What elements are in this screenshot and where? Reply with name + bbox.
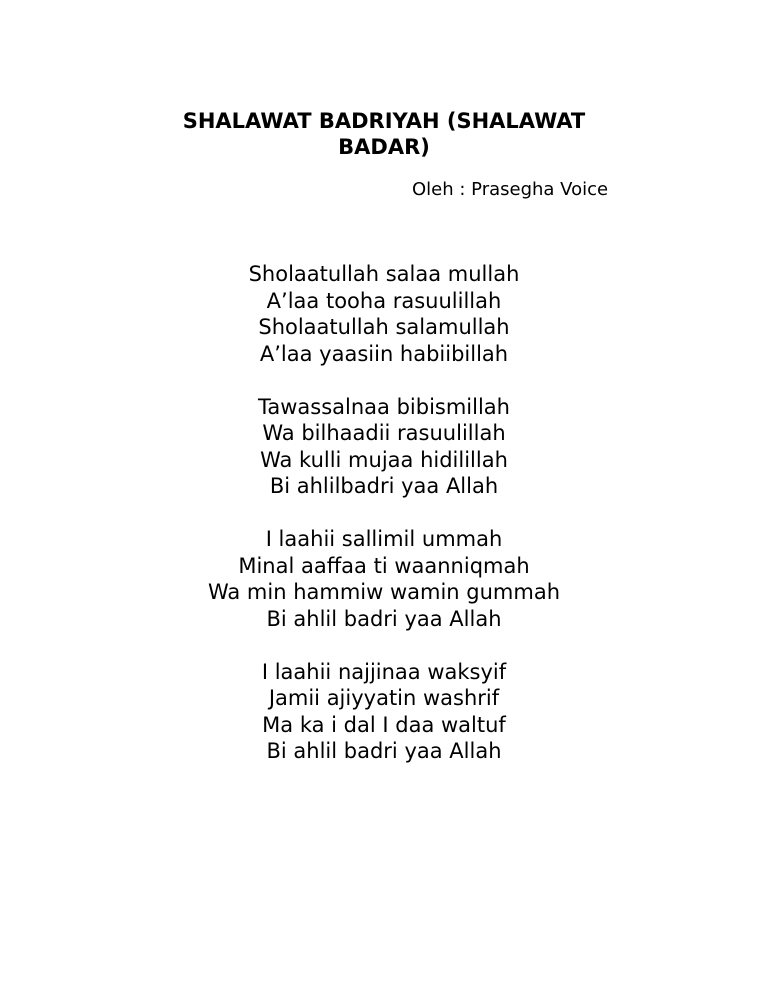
lyric-line: Ma ka i dal I daa waltuf (262, 712, 506, 737)
lyric-line: Wa min hammiw wamin gummah (207, 580, 561, 604)
lyric-line: Sholaatullah salamullah (258, 315, 510, 339)
stanza (0, 526, 768, 632)
author-line: Oleh : Prasegha Voice (412, 179, 609, 200)
lyrics-body (0, 261, 768, 791)
stanza (0, 394, 768, 500)
stanza (0, 261, 768, 367)
lyric-line: Tawassalnaa bibismillah (258, 394, 510, 419)
lyric-line: A’laa yaasiin habiibillah (259, 341, 509, 366)
lyric-line: I laahii najjinaa waksyif (261, 659, 507, 684)
lyric-line: Wa bilhaadii rasuulillah (262, 421, 506, 445)
lyric-line: Bi ahlil badri yaa Allah (266, 739, 502, 763)
lyric-line: Minal aaffaa ti waanniqmah (238, 553, 530, 578)
lyric-line: A’laa tooha rasuulillah (266, 288, 502, 313)
lyric-line: I laahii sallimil ummah (265, 527, 503, 551)
lyric-line: Bi ahlilbadri yaa Allah (269, 474, 499, 498)
lyric-line: Sholaatullah salaa mullah (248, 262, 520, 286)
document-title: SHALAWAT BADRIYAH (SHALAWAT BADAR) (182, 109, 586, 159)
lyric-line: Jamii ajiyyatin washrif (268, 686, 500, 710)
stanza (0, 659, 768, 765)
lyric-line: Wa kulli mujaa hidilillah (260, 447, 508, 472)
lyric-line: Bi ahlil badri yaa Allah (266, 606, 502, 631)
